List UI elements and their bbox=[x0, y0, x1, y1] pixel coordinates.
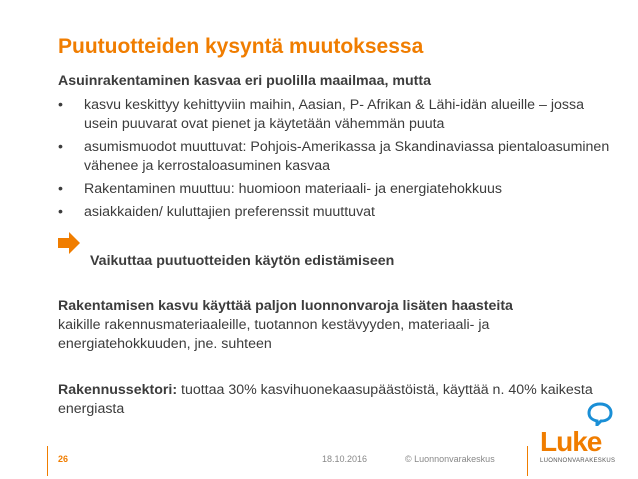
bullet-symbol: • bbox=[58, 97, 63, 113]
bullet-text: kasvu keskittyy kehittyviin maihin, Aasian, P- Afrikan & Lähi-idän alueille – jossa usein puuvarat ovat pienet ja käytetään vähemmän puuta bbox=[84, 97, 584, 132]
paragraph-construction-text: tuottaa 30% kasvihuonekaasupäästöistä, käyttää n. 40% kaikesta energiasta bbox=[58, 382, 593, 417]
slide-title: Puutuotteiden kysyntä muutoksessa bbox=[58, 35, 424, 58]
page-number: 26 bbox=[58, 454, 69, 464]
list-item bbox=[58, 138, 618, 176]
list-item bbox=[58, 96, 618, 134]
footer-divider-right bbox=[527, 446, 528, 476]
list-item bbox=[58, 180, 618, 199]
arrow-text: Vaikuttaa puutuotteiden käytön edistämiseen bbox=[90, 253, 395, 269]
lead-text: Asuinrakentaminen kasvaa eri puolilla maailmaa, mutta bbox=[58, 73, 431, 89]
luke-logo bbox=[540, 402, 626, 468]
arrow-right-icon bbox=[58, 232, 80, 254]
bullet-text: Rakentaminen muuttuu: huomioon materiaali- ja energiatehokkuus bbox=[84, 181, 502, 197]
bullet-text: asiakkaiden/ kuluttajien preferenssit muuttuvat bbox=[84, 204, 376, 220]
paragraph-construction bbox=[58, 381, 618, 419]
paragraph-resources-bold: Rakentamisen kasvu käyttää paljon luonnonvaroja lisäten haasteita bbox=[58, 298, 513, 314]
bullet-symbol: • bbox=[58, 181, 63, 197]
paragraph-resources bbox=[58, 297, 618, 354]
logo-subtitle: LUONNONVARAKESKUS bbox=[540, 458, 616, 464]
footer-copyright: © Luonnonvarakeskus bbox=[405, 454, 495, 464]
list-item bbox=[58, 203, 618, 222]
bullet-text: asumismuodot muuttuvat: Pohjois-Amerikassa ja Skandinaviassa pientaloasuminen vähenee ja kerrostaloasuminen kasvaa bbox=[84, 139, 610, 174]
slide-content bbox=[58, 72, 618, 226]
footer-date: 18.10.2016 bbox=[322, 454, 368, 464]
logo-word: Luke bbox=[540, 426, 602, 457]
paragraph-construction-bold: Rakennussektori: bbox=[58, 382, 178, 398]
speech-bubble-icon bbox=[587, 402, 613, 426]
bullet-symbol: • bbox=[58, 139, 63, 155]
bullet-symbol: • bbox=[58, 204, 63, 220]
footer-divider-left bbox=[47, 446, 48, 476]
paragraph-resources-text: kaikille rakennusmateriaaleille, tuotannon kestävyyden, materiaali- ja energiatehokkuuden, jne. suhteen bbox=[58, 317, 490, 352]
bullet-list bbox=[58, 96, 618, 222]
